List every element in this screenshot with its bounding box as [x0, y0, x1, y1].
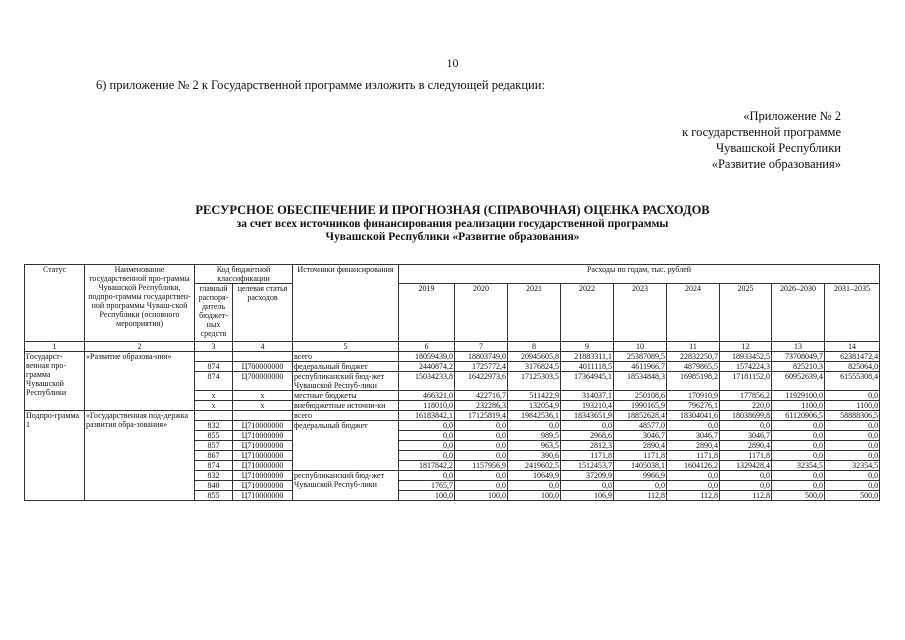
- value-cell: 0,0: [825, 440, 880, 450]
- code-cell: 840: [195, 480, 233, 490]
- source-cell: местные бюджеты: [293, 390, 399, 400]
- value-cell: 2890,4: [720, 440, 772, 450]
- value-cell: 18933452,5: [720, 351, 772, 361]
- column-number: 11: [667, 341, 720, 351]
- value-cell: 0,0: [667, 420, 720, 430]
- value-cell: 796276,1: [667, 400, 720, 410]
- value-cell: 825210,3: [772, 361, 825, 371]
- value-cell: 32354,5: [772, 460, 825, 470]
- value-cell: 58888306,5: [825, 410, 880, 420]
- value-cell: 0,0: [455, 440, 508, 450]
- table-header-row-1: [25, 265, 880, 284]
- column-number: 4: [233, 341, 293, 351]
- target-cell: x: [233, 400, 293, 410]
- value-cell: 0,0: [720, 480, 772, 490]
- value-cell: 61120906,5: [772, 410, 825, 420]
- value-cell: 2890,4: [614, 440, 667, 450]
- target-cell: Ц700000000: [233, 371, 293, 390]
- page-number: 10: [446, 56, 459, 70]
- header-year: 2019: [399, 284, 455, 294]
- header-year: 2023: [614, 284, 667, 294]
- value-cell: 112,8: [614, 490, 667, 500]
- value-cell: 1405038,1: [614, 460, 667, 470]
- title-line-3: Чувашской Республики «Развитие образования»: [325, 231, 580, 243]
- name-cell: «Развитие образова-ния»: [85, 351, 195, 410]
- column-number: 6: [399, 341, 455, 351]
- value-cell: 32354,5: [825, 460, 880, 470]
- header-main-manager: главный распоря-дитель бюджет-ных средств: [195, 284, 233, 342]
- appendix-line-3: Чувашской Республики: [715, 141, 841, 155]
- value-cell: 16422973,6: [455, 371, 508, 390]
- value-cell: 193210,4: [561, 400, 614, 410]
- value-cell: 1329428,4: [720, 460, 772, 470]
- status-cell: Государст-венная про-грамма Чувашской Республики: [25, 351, 85, 410]
- value-cell: 1604126,2: [667, 460, 720, 470]
- value-cell: 3046,7: [720, 430, 772, 440]
- value-cell: 825064,0: [825, 361, 880, 371]
- value-cell: 0,0: [508, 420, 561, 430]
- value-cell: 2812,3: [561, 440, 614, 450]
- code-cell: [195, 410, 233, 420]
- value-cell: 1725772,4: [455, 361, 508, 371]
- value-cell: 170910,9: [667, 390, 720, 400]
- column-number: 9: [561, 341, 614, 351]
- value-cell: 0,0: [720, 420, 772, 430]
- appendix-line-1: «Приложение № 2: [743, 109, 841, 123]
- value-cell: 0,0: [399, 440, 455, 450]
- target-cell: Ц710000000: [233, 440, 293, 450]
- value-cell: 0,0: [455, 430, 508, 440]
- value-cell: 20945605,8: [508, 351, 561, 361]
- value-cell: 17125303,5: [508, 371, 561, 390]
- source-cell: республиканский бюд-жет Чувашской Респуб-лики: [293, 371, 399, 390]
- value-cell: 0,0: [399, 470, 455, 480]
- value-cell: 0,0: [825, 390, 880, 400]
- value-cell: 1990165,9: [614, 400, 667, 410]
- header-year: 2024: [667, 284, 720, 294]
- header-target-item: целевая статья расходов: [233, 284, 293, 342]
- target-cell: x: [233, 390, 293, 400]
- value-cell: 500,0: [772, 490, 825, 500]
- code-cell: 867: [195, 450, 233, 460]
- value-cell: 0,0: [561, 420, 614, 430]
- value-cell: 0,0: [561, 480, 614, 490]
- value-cell: 37209,9: [561, 470, 614, 480]
- source-cell: всего: [293, 410, 399, 420]
- value-cell: 15034233,8: [399, 371, 455, 390]
- value-cell: 3176824,5: [508, 361, 561, 371]
- target-cell: [233, 351, 293, 361]
- header-year: 2020: [455, 284, 508, 294]
- value-cell: 1574224,3: [720, 361, 772, 371]
- appendix-line-4: «Развитие образования»: [711, 157, 841, 171]
- subprogram-block: [25, 410, 880, 500]
- value-cell: 21883311,1: [561, 351, 614, 361]
- value-cell: 220,0: [720, 400, 772, 410]
- value-cell: 0,0: [772, 430, 825, 440]
- appendix-line-2: к государственной программе: [682, 125, 841, 139]
- value-cell: 16183842,1: [399, 410, 455, 420]
- header-budget-code: Код бюджетной классификации: [195, 265, 293, 284]
- value-cell: 0,0: [772, 420, 825, 430]
- value-cell: 0,0: [614, 480, 667, 490]
- code-cell: 874: [195, 371, 233, 390]
- header-sources: Источники финансирования: [293, 265, 399, 342]
- value-cell: 1171,8: [614, 450, 667, 460]
- value-cell: 0,0: [508, 480, 561, 490]
- table-row: [25, 351, 880, 361]
- value-cell: 4011118,5: [561, 361, 614, 371]
- value-cell: 17125819,4: [455, 410, 508, 420]
- value-cell: 2419602,5: [508, 460, 561, 470]
- target-cell: Ц700000000: [233, 361, 293, 371]
- value-cell: 19842536,1: [508, 410, 561, 420]
- value-cell: 60952639,4: [772, 371, 825, 390]
- value-cell: 11929100,0: [772, 390, 825, 400]
- column-number: 5: [293, 341, 399, 351]
- target-cell: Ц710000000: [233, 470, 293, 480]
- value-cell: 0,0: [772, 480, 825, 490]
- value-cell: 0,0: [667, 470, 720, 480]
- value-cell: 511422,9: [508, 390, 561, 400]
- value-cell: 112,8: [720, 490, 772, 500]
- value-cell: 112,8: [667, 490, 720, 500]
- header-status: Статус: [25, 265, 85, 342]
- appendix-header: [682, 108, 841, 172]
- value-cell: 1100,0: [825, 400, 880, 410]
- value-cell: 2440874,2: [399, 361, 455, 371]
- column-number: 1: [25, 341, 85, 351]
- value-cell: 0,0: [772, 440, 825, 450]
- intro-text: 6) приложение № 2 к Государственной программе изложить в следующей редакции:: [96, 78, 545, 92]
- value-cell: 390,6: [508, 450, 561, 460]
- resource-table: [24, 264, 880, 501]
- value-cell: 10649,9: [508, 470, 561, 480]
- value-cell: 0,0: [772, 470, 825, 480]
- target-cell: Ц710000000: [233, 420, 293, 430]
- value-cell: 1171,8: [720, 450, 772, 460]
- code-cell: [195, 351, 233, 361]
- value-cell: 132054,9: [508, 400, 561, 410]
- source-cell: внебюджетные источни-ки: [293, 400, 399, 410]
- value-cell: 500,0: [825, 490, 880, 500]
- code-cell: 874: [195, 361, 233, 371]
- value-cell: 0,0: [455, 450, 508, 460]
- code-cell: 832: [195, 470, 233, 480]
- value-cell: 0,0: [825, 450, 880, 460]
- code-cell: 832: [195, 420, 233, 430]
- header-year: 2025: [720, 284, 772, 294]
- table-row: [25, 410, 880, 420]
- code-cell: 857: [195, 440, 233, 450]
- value-cell: 62381472,4: [825, 351, 880, 361]
- value-cell: 1512453,7: [561, 460, 614, 470]
- column-number: 10: [614, 341, 667, 351]
- code-cell: 874: [195, 460, 233, 470]
- value-cell: 16985198,2: [667, 371, 720, 390]
- target-cell: Ц710000000: [233, 480, 293, 490]
- value-cell: 4611966,7: [614, 361, 667, 371]
- value-cell: 314037,1: [561, 390, 614, 400]
- header-name: Наименование государственной про-граммы Чувашской Республики, подпро-граммы государствен-ной программы Чуваш-ской Республики (основного мероприятия): [85, 265, 195, 342]
- document-title: [0, 203, 905, 244]
- value-cell: 0,0: [720, 470, 772, 480]
- value-cell: 0,0: [825, 430, 880, 440]
- value-cell: 100,0: [455, 490, 508, 500]
- value-cell: 4879865,5: [667, 361, 720, 371]
- value-cell: 989,5: [508, 430, 561, 440]
- column-number: 13: [772, 341, 825, 351]
- target-cell: Ц710000000: [233, 460, 293, 470]
- value-cell: 1817842,2: [399, 460, 455, 470]
- target-cell: Ц710000000: [233, 450, 293, 460]
- value-cell: 250108,6: [614, 390, 667, 400]
- header-year: 2022: [561, 284, 614, 294]
- code-cell: 855: [195, 430, 233, 440]
- value-cell: 1100,0: [772, 400, 825, 410]
- value-cell: 177856,2: [720, 390, 772, 400]
- title-line-2: за счет всех источников финансирования реализации государственной программы: [236, 218, 669, 230]
- value-cell: 73708049,7: [772, 351, 825, 361]
- value-cell: 17364945,1: [561, 371, 614, 390]
- value-cell: 0,0: [455, 470, 508, 480]
- column-number: 3: [195, 341, 233, 351]
- value-cell: 2890,4: [667, 440, 720, 450]
- value-cell: 22832250,7: [667, 351, 720, 361]
- status-cell: Подпро-грамма 1: [25, 410, 85, 500]
- column-number-row: [25, 341, 880, 351]
- column-number: 2: [85, 341, 195, 351]
- value-cell: 3046,7: [667, 430, 720, 440]
- value-cell: 963,5: [508, 440, 561, 450]
- target-cell: Ц710000000: [233, 430, 293, 440]
- program-block: [25, 351, 880, 410]
- value-cell: 0,0: [399, 450, 455, 460]
- value-cell: 18059439,0: [399, 351, 455, 361]
- value-cell: 232286,3: [455, 400, 508, 410]
- value-cell: 0,0: [399, 430, 455, 440]
- source-cell: всего: [293, 351, 399, 361]
- value-cell: 18343651,9: [561, 410, 614, 420]
- source-cell: республиканский бюд-жет Чувашской Респуб-лики: [293, 470, 399, 500]
- value-cell: 18852628,4: [614, 410, 667, 420]
- source-cell: федеральный бюджет: [293, 420, 399, 470]
- value-cell: 2968,6: [561, 430, 614, 440]
- value-cell: 0,0: [455, 480, 508, 490]
- value-cell: 1765,7: [399, 480, 455, 490]
- code-cell: 855: [195, 490, 233, 500]
- name-cell: «Государственная под-держка развития обра-зования»: [85, 410, 195, 500]
- value-cell: 118010,0: [399, 400, 455, 410]
- title-line-1: РЕСУРСНОЕ ОБЕСПЕЧЕНИЕ И ПРОГНОЗНАЯ (СПРАВОЧНАЯ) ОЦЕНКА РАСХОДОВ: [195, 203, 710, 217]
- target-cell: [233, 410, 293, 420]
- header-year: 2021: [508, 284, 561, 294]
- value-cell: 100,0: [399, 490, 455, 500]
- value-cell: 25387089,5: [614, 351, 667, 361]
- value-cell: 48577,0: [614, 420, 667, 430]
- header-expenses: Расходы по годам, тыс. рублей: [399, 265, 880, 284]
- code-cell: x: [195, 400, 233, 410]
- target-cell: Ц710000000: [233, 490, 293, 500]
- source-cell: федеральный бюджет: [293, 361, 399, 371]
- value-cell: 466321,0: [399, 390, 455, 400]
- column-number: 14: [825, 341, 880, 351]
- value-cell: 106,9: [561, 490, 614, 500]
- value-cell: 9966,9: [614, 470, 667, 480]
- value-cell: 0,0: [825, 480, 880, 490]
- value-cell: 1171,8: [561, 450, 614, 460]
- value-cell: 0,0: [825, 470, 880, 480]
- value-cell: 18304041,6: [667, 410, 720, 420]
- value-cell: 422716,7: [455, 390, 508, 400]
- header-year: 2031–2035: [825, 284, 880, 294]
- value-cell: 1171,8: [667, 450, 720, 460]
- header-year: 2026–2030: [772, 284, 825, 294]
- value-cell: 18038699,8: [720, 410, 772, 420]
- value-cell: 18534848,3: [614, 371, 667, 390]
- value-cell: 0,0: [455, 420, 508, 430]
- value-cell: 0,0: [667, 480, 720, 490]
- value-cell: 18803749,0: [455, 351, 508, 361]
- column-number: 7: [455, 341, 508, 351]
- code-cell: x: [195, 390, 233, 400]
- value-cell: 100,0: [508, 490, 561, 500]
- value-cell: 3046,7: [614, 430, 667, 440]
- value-cell: 17181152,0: [720, 371, 772, 390]
- value-cell: 0,0: [399, 420, 455, 430]
- value-cell: 0,0: [772, 450, 825, 460]
- column-number: 12: [720, 341, 772, 351]
- value-cell: 61555308,4: [825, 371, 880, 390]
- value-cell: 0,0: [825, 420, 880, 430]
- column-number: 8: [508, 341, 561, 351]
- value-cell: 1157956,9: [455, 460, 508, 470]
